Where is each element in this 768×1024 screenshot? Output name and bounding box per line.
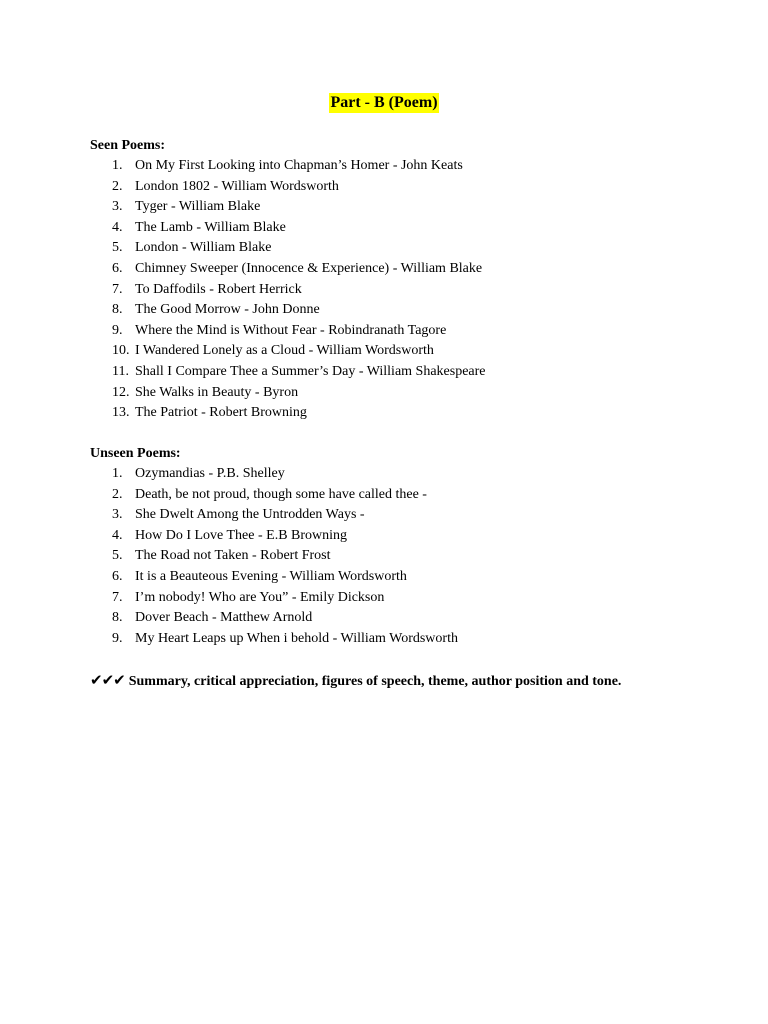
list-item-number: 3. — [112, 507, 123, 523]
list-item-number: 5. — [112, 240, 123, 256]
list-item-number: 13. — [112, 405, 130, 421]
list-item-number: 5. — [112, 548, 123, 564]
list-item-text: Tyger - William Blake — [135, 199, 261, 215]
list-item-text: It is a Beauteous Evening - William Wordsworth — [135, 568, 407, 584]
list-item-number: 9. — [112, 322, 123, 338]
list-item-text: I Wandered Lonely as a Cloud - William Wordsworth — [135, 343, 434, 359]
list-item-number: 6. — [112, 260, 123, 276]
list-item-number: 10. — [112, 343, 130, 359]
list-item-text: The Good Morrow - John Donne — [135, 302, 320, 318]
list-item-text: The Lamb - William Blake — [135, 219, 286, 235]
list-item-text: The Patriot - Robert Browning — [135, 405, 307, 421]
list-item-number: 1. — [112, 466, 123, 481]
list-item-number: 8. — [112, 302, 123, 318]
list-item-number: 11. — [112, 363, 129, 379]
list-item-number: 12. — [112, 384, 130, 400]
study-notes-line — [90, 669, 621, 693]
list-item-text: I’m nobody! Who are You” - Emily Dickson — [135, 589, 385, 605]
list-item-number: 8. — [112, 610, 123, 626]
list-item-number: 4. — [112, 527, 123, 543]
list-item-number: 2. — [112, 486, 123, 502]
list-item-text: London - William Blake — [135, 240, 272, 256]
list-item-text: How Do I Love Thee - E.B Browning — [135, 527, 348, 543]
page-title: Part - B (Poem) — [330, 94, 438, 111]
list-item-number: 9. — [112, 630, 123, 646]
list-item-text: Death, be not proud, though some have called thee - — [135, 486, 427, 502]
list-item-number: 4. — [112, 219, 123, 235]
list-item-text: Shall I Compare Thee a Summer’s Day - William Shakespeare — [135, 363, 486, 379]
list-item-text: London 1802 - William Wordsworth — [135, 178, 339, 194]
list-item-text: On My First Looking into Chapman’s Homer - John Keats — [135, 158, 463, 173]
list-item-text: Ozymandias - P.B. Shelley — [135, 466, 285, 481]
checkmark-icon: ✔✔✔ — [90, 671, 125, 689]
list-item-number: 6. — [112, 568, 123, 584]
list-item-text: Chimney Sweeper (Innocence & Experience) - William Blake — [135, 260, 483, 276]
seen-poems-heading: Seen Poems: — [90, 138, 166, 153]
list-item-text: She Walks in Beauty - Byron — [135, 384, 299, 400]
list-item-number: 2. — [112, 178, 123, 194]
list-item-text: Dover Beach - Matthew Arnold — [135, 610, 313, 626]
list-item-text: Where the Mind is Without Fear - Robindranath Tagore — [135, 322, 447, 338]
study-notes-text: Summary, critical appreciation, figures of speech, theme, author position and tone. — [128, 674, 622, 689]
list-item-number: 3. — [112, 199, 123, 215]
list-item-text: The Road not Taken - Robert Frost — [135, 548, 331, 564]
list-item-number: 7. — [112, 589, 123, 605]
list-item-text: She Dwelt Among the Untrodden Ways - — [135, 507, 365, 523]
unseen-poems-heading: Unseen Poems: — [90, 446, 181, 461]
list-item-text: My Heart Leaps up When i behold - William Wordsworth — [135, 630, 458, 646]
list-item-number: 7. — [112, 281, 123, 297]
list-item-number: 1. — [112, 158, 123, 173]
list-item-text: To Daffodils - Robert Herrick — [135, 281, 302, 297]
title-container — [0, 93, 768, 113]
